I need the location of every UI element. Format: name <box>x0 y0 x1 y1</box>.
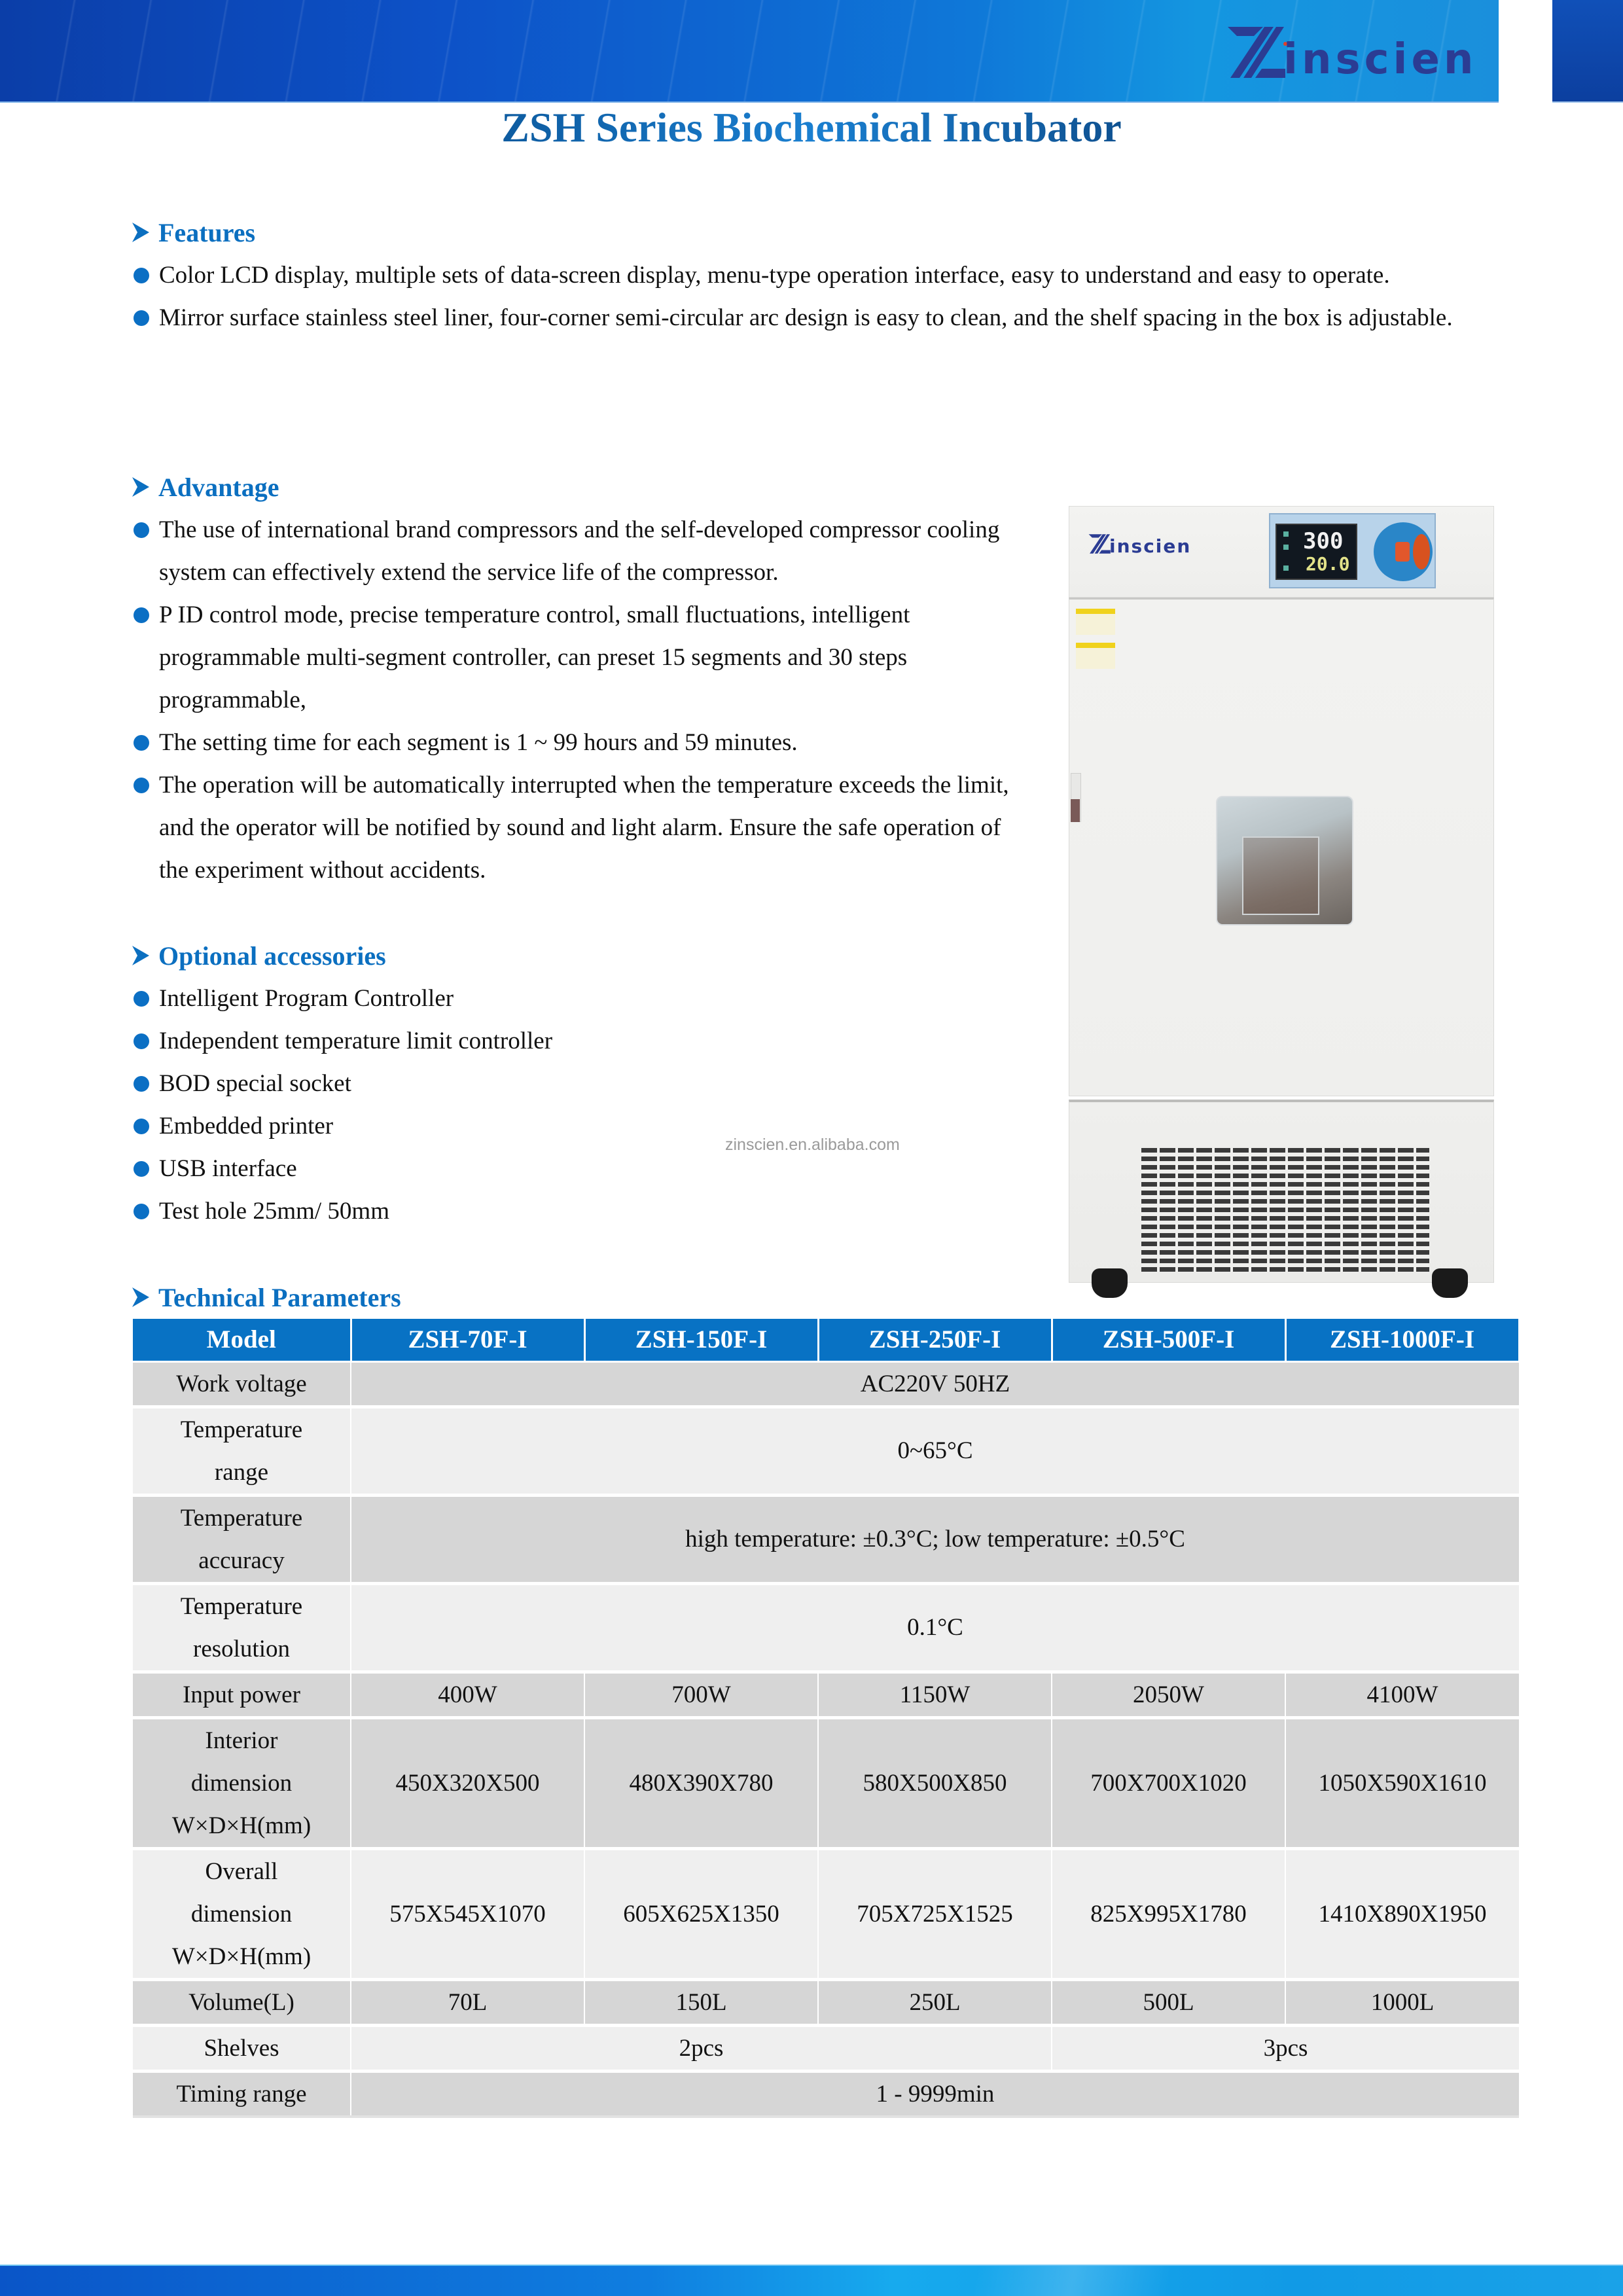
bullet-dot-icon <box>134 1204 149 1219</box>
list-item-text: Color LCD display, multiple sets of data-screen display, menu-type operation interface, easy to understand and easy to operate. <box>159 262 1390 289</box>
table-row <box>133 1979 1519 2025</box>
cell-value: 0~65°C <box>351 1407 1519 1495</box>
window-interior <box>1242 836 1319 915</box>
cell-value: 825X995X1780 <box>1052 1848 1285 1979</box>
brand-z-mark-icon <box>1088 533 1111 555</box>
cell-value: 500L <box>1052 1979 1285 2025</box>
list-item <box>131 254 1512 296</box>
status-icon <box>1283 565 1289 571</box>
arrow-bullet-icon <box>131 944 151 967</box>
list-item-text: The setting time for each segment is 1 ~ 99 hours and 59 minutes. <box>159 729 798 756</box>
table-header-row <box>133 1319 1519 1361</box>
bullet-dot-icon <box>134 268 149 283</box>
lcd-set-value: 300 <box>1303 528 1344 554</box>
row-label-line: W×D×H(mm) <box>171 1943 312 1970</box>
column-header: ZSH-250F-I <box>818 1319 1052 1361</box>
list-item-text: Mirror surface stainless steel liner, four-corner semi-circular arc design is easy to clean, and the shelf spacing in the box is adjustable. <box>159 304 1453 331</box>
caster-wheel <box>1432 1268 1468 1298</box>
ventilation-grille <box>1141 1148 1429 1272</box>
list-item-text: P ID control mode, precise temperature control, small fluctuations, intelligent programmable multi-segment controller, can preset 15 segments and 30 steps programmable, <box>159 601 910 713</box>
cell-value: 450X320X500 <box>351 1717 584 1848</box>
cell-value: 1 - 9999min <box>351 2071 1519 2117</box>
list-item-text: Intelligent Program Controller <box>159 985 454 1012</box>
row-label: Input power <box>133 1672 351 1717</box>
row-label-line: resolution <box>193 1635 290 1662</box>
row-label-line: Temperature <box>180 1416 303 1443</box>
cabinet-brand-logo <box>1088 533 1191 555</box>
row-label-line: W×D×H(mm) <box>171 1812 312 1839</box>
cabinet-base <box>1069 1100 1494 1283</box>
brand-logo <box>1225 23 1477 82</box>
advantage-list <box>131 509 1034 891</box>
bullet-dot-icon <box>134 1119 149 1134</box>
section-heading-text: Advantage <box>158 472 279 502</box>
cabinet-brand-name: inscien <box>1109 535 1192 557</box>
bullet-dot-icon <box>134 1161 149 1177</box>
row-label <box>133 1848 351 1979</box>
cabinet-control-panel <box>1069 506 1494 598</box>
list-item-text: USB interface <box>159 1155 297 1182</box>
row-label-line: dimension <box>190 1900 293 1928</box>
door-handle-grip <box>1071 799 1080 822</box>
column-header: ZSH-500F-I <box>1052 1319 1285 1361</box>
column-header: ZSH-150F-I <box>584 1319 818 1361</box>
keypad-right-button <box>1413 534 1430 569</box>
controller-panel <box>1269 513 1436 588</box>
cell-value: 580X500X850 <box>818 1717 1052 1848</box>
header-banner <box>0 0 1499 103</box>
cell-value: 4100W <box>1285 1672 1519 1717</box>
arrow-bullet-icon <box>131 1286 151 1308</box>
brand-name: inscien <box>1283 35 1478 84</box>
cell-value: 705X725X1525 <box>818 1848 1052 1979</box>
row-label-line: Interior <box>205 1727 278 1754</box>
section-heading-advantage <box>131 469 279 505</box>
section-heading-optional-accessories <box>131 937 386 974</box>
list-item-text: Test hole 25mm/ 50mm <box>159 1198 389 1225</box>
bullet-dot-icon <box>134 607 149 623</box>
header-side-block <box>1552 0 1623 103</box>
table-row <box>133 2025 1519 2071</box>
table-row <box>133 1361 1519 1407</box>
section-heading-text: Optional accessories <box>158 941 386 971</box>
cell-value: 150L <box>584 1979 818 2025</box>
column-header: ZSH-70F-I <box>351 1319 584 1361</box>
table-row <box>133 1407 1519 1495</box>
list-item-text: Embedded printer <box>159 1113 334 1139</box>
list-item <box>131 764 1034 891</box>
table-row <box>133 1717 1519 1848</box>
arrow-bullet-icon <box>131 476 151 498</box>
row-label <box>133 1495 351 1583</box>
footer-banner <box>0 2265 1623 2296</box>
list-item <box>131 1062 982 1105</box>
table-row <box>133 1672 1519 1717</box>
watermark: zinscien.en.alibaba.com <box>725 1136 900 1154</box>
cell-value: 400W <box>351 1672 584 1717</box>
row-label <box>133 1583 351 1672</box>
row-label <box>133 1407 351 1495</box>
row-label-line: accuracy <box>198 1547 285 1574</box>
cell-value: 70L <box>351 1979 584 2025</box>
row-label: Shelves <box>133 2025 351 2071</box>
keypad-center-button <box>1395 542 1410 562</box>
list-item <box>131 594 1034 721</box>
list-item-text: The operation will be automatically interrupted when the temperature exceeds the limit, and the operator will be notified by sound and light alarm. Ensure the safe operation of the experiment without accidents. <box>159 772 1009 884</box>
cell-value: 1000L <box>1285 1979 1519 2025</box>
cell-value: AC220V 50HZ <box>351 1361 1519 1407</box>
cabinet-door <box>1069 598 1494 1096</box>
warning-label <box>1076 609 1115 635</box>
table-row <box>133 1848 1519 1979</box>
table-row <box>133 1495 1519 1583</box>
cell-value: 700X700X1020 <box>1052 1717 1285 1848</box>
features-list <box>131 254 1512 339</box>
row-label-line: Overall <box>205 1857 278 1885</box>
list-item-text: Independent temperature limit controller <box>159 1028 553 1054</box>
list-item <box>131 509 1034 594</box>
section-heading-features <box>131 214 255 251</box>
table-row <box>133 1583 1519 1672</box>
accessories-list <box>131 977 982 1232</box>
cell-value: 1050X590X1610 <box>1285 1717 1519 1848</box>
bullet-dot-icon <box>134 1033 149 1049</box>
cell-value: 605X625X1350 <box>584 1848 818 1979</box>
row-label-line: Temperature <box>180 1504 303 1532</box>
list-item-text: BOD special socket <box>159 1070 351 1097</box>
lcd-display <box>1275 524 1357 580</box>
row-label: Timing range <box>133 2071 351 2117</box>
brand-z-mark-icon <box>1225 23 1287 82</box>
list-item <box>131 721 1034 764</box>
cell-value: 2050W <box>1052 1672 1285 1717</box>
section-heading-text: Technical Parameters <box>158 1282 401 1312</box>
row-label-line: range <box>214 1458 269 1486</box>
list-item <box>131 977 982 1020</box>
bullet-dot-icon <box>134 522 149 538</box>
status-icon <box>1283 545 1289 550</box>
list-item-text: The use of international brand compressors and the self-developed compressor cooling system can effectively extend the service life of the compressor. <box>159 516 1000 586</box>
bullet-dot-icon <box>134 735 149 751</box>
caster-wheel <box>1092 1268 1128 1298</box>
row-label-line: dimension <box>190 1769 293 1797</box>
column-header: ZSH-1000F-I <box>1285 1319 1519 1361</box>
bullet-dot-icon <box>134 991 149 1007</box>
cell-value: 250L <box>818 1979 1052 2025</box>
warning-label <box>1076 643 1115 669</box>
row-label-line: Temperature <box>180 1592 303 1620</box>
technical-parameters-table <box>133 1319 1520 2118</box>
observation-window <box>1216 796 1353 925</box>
cell-value: 480X390X780 <box>584 1717 818 1848</box>
row-label: Work voltage <box>133 1361 351 1407</box>
column-header-model: Model <box>133 1319 351 1361</box>
row-label <box>133 1717 351 1848</box>
arrow-bullet-icon <box>131 221 151 243</box>
list-item <box>131 1020 982 1062</box>
cell-value: 700W <box>584 1672 818 1717</box>
bullet-dot-icon <box>134 778 149 793</box>
cell-value: 3pcs <box>1052 2025 1519 2071</box>
cell-value: 0.1°C <box>351 1583 1519 1672</box>
cell-value: 575X545X1070 <box>351 1848 584 1979</box>
status-icon <box>1283 531 1289 537</box>
section-heading-text: Features <box>158 217 256 247</box>
list-item <box>131 296 1512 339</box>
lcd-actual-value: 20.0 <box>1306 553 1350 575</box>
table-row <box>133 2071 1519 2117</box>
section-heading-technical-parameters <box>131 1279 401 1316</box>
product-image-incubator <box>1069 506 1494 1299</box>
cell-value: high temperature: ±0.3°C; low temperature: ±0.5°C <box>351 1495 1519 1583</box>
cell-value: 1410X890X1950 <box>1285 1848 1519 1979</box>
bullet-dot-icon <box>134 310 149 326</box>
cell-value: 1150W <box>818 1672 1052 1717</box>
bullet-dot-icon <box>134 1076 149 1092</box>
page-title: ZSH Series Biochemical Incubator <box>0 98 1623 157</box>
list-item <box>131 1190 982 1232</box>
controller-keypad <box>1374 522 1433 581</box>
row-label: Volume(L) <box>133 1979 351 2025</box>
cell-value: 2pcs <box>351 2025 1052 2071</box>
